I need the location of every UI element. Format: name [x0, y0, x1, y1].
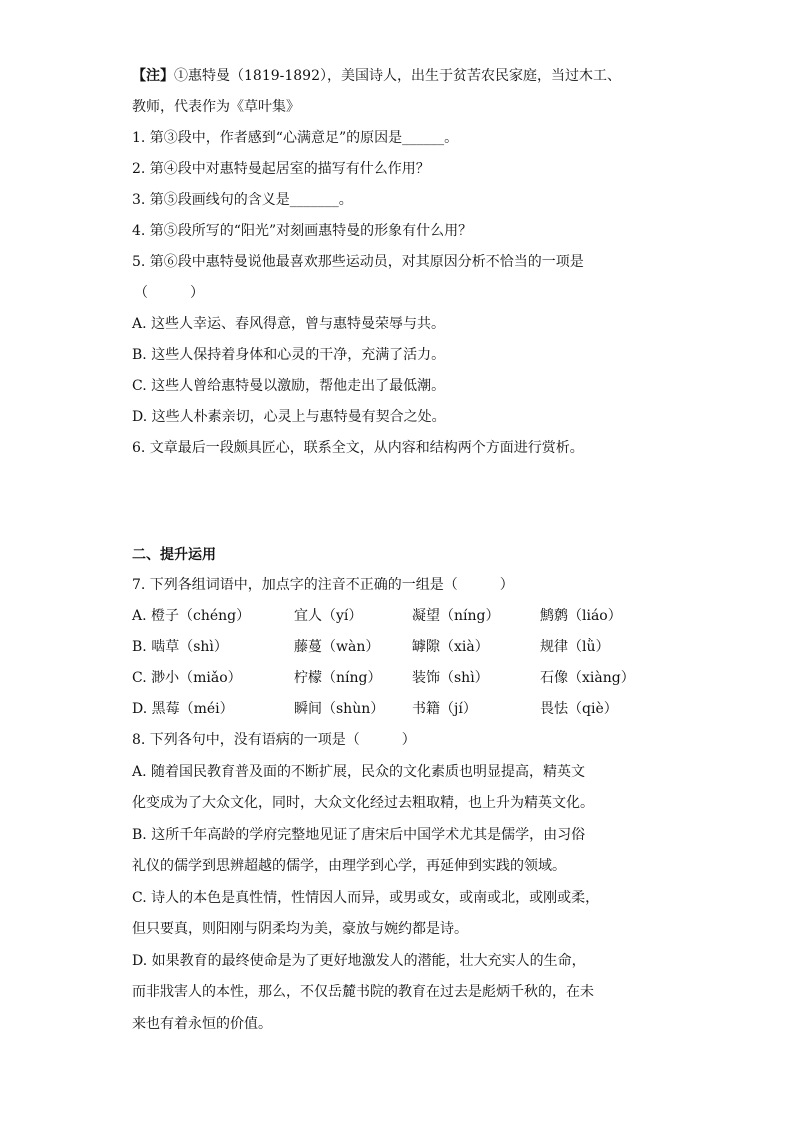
q8-line-9: 来也有着永恒的价值。 [132, 1016, 272, 1032]
question-1: 1. 第③段中，作者感到“心满意足”的原因是______。 [132, 130, 459, 146]
section-2-title: 二、提升运用 [132, 547, 216, 563]
q8-line-3: B. 这所千年高龄的学府完整地见证了唐宋后中国学术尤其是儒学，由习俗 [132, 827, 586, 843]
q7-a-4: 鹪鹩（liáo） [540, 608, 622, 624]
q8-line-6: 但只要真，则阳刚与阴柔均为美，豪放与婉约都是诗。 [132, 921, 468, 937]
question-4: 4. 第⑤段所写的“阳光”对刻画惠特曼的形象有什么用？ [132, 223, 473, 239]
note-line-2: 教师，代表作为《草叶集》 [132, 99, 300, 115]
question-8: 8. 下列各句中，没有语病的一项是（ ） [132, 732, 416, 748]
question-5: 5. 第⑥段中惠特曼说他最喜欢那些运动员，对其原因分析不恰当的一项是 [132, 254, 584, 270]
q7-b-3: 罅隙（xià） [412, 639, 489, 655]
q8-line-7: D. 如果教育的最终使命是为了更好地激发人的潜能，壮大充实人的生命， [132, 953, 586, 969]
q7-d-1: D. 黑莓（méi） [132, 701, 234, 717]
q8-line-8: 而非戕害人的本性，那么，不仅岳麓书院的教育在过去是彪炳千秋的，在未 [132, 984, 594, 1000]
q7-row-d [132, 699, 672, 719]
q7-a-1: A. 橙子（chéng） [132, 608, 251, 624]
question-5-option-c: C. 这些人曾给惠特曼以激励，帮他走出了最低潮。 [132, 378, 446, 394]
q7-b-1: B. 啮草（shì） [132, 639, 228, 655]
question-5-option-a: A. 这些人幸运、春风得意，曾与惠特曼荣辱与共。 [132, 316, 446, 332]
question-5-blank: （ ） [134, 285, 204, 301]
note-line-1 [132, 66, 621, 86]
q7-a-2: 宜人（yí） [294, 608, 363, 624]
q8-line-4: 礼仪的儒学到思辨超越的儒学，由理学到心学，再延伸到实践的领域。 [132, 858, 566, 874]
q7-c-4: 石像（xiàng） [540, 670, 635, 686]
question-7: 7. 下列各组词语中，加点字的注音不正确的一组是（ ） [132, 577, 514, 593]
question-2: 2. 第④段中对惠特曼起居室的描写有什么作用？ [132, 161, 430, 177]
q7-c-3: 装饰（shì） [412, 670, 489, 686]
q7-c-2: 柠檬（níng） [294, 670, 382, 686]
q7-d-2: 瞬间（shùn） [294, 701, 385, 717]
q7-b-2: 藤蔓（wàn） [294, 639, 380, 655]
question-6: 6. 文章最后一段颇具匠心，联系全文，从内容和结构两个方面进行赏析。 [132, 440, 584, 456]
q7-row-b [132, 637, 672, 657]
question-5-option-b: B. 这些人保持着身体和心灵的干净，充满了活力。 [132, 347, 446, 363]
q7-c-1: C. 渺小（miǎo） [132, 670, 242, 686]
q7-d-4: 畏怯（qiè） [540, 701, 618, 717]
note-label: 【注】 [132, 68, 174, 84]
q8-line-5: C. 诗人的本色是真性情，性情因人而异，或男或女，或南或北，或刚或柔， [132, 890, 600, 906]
q8-line-2: 化变成为了大众文化，同时，大众文化经过去粗取精，也上升为精英文化。 [132, 795, 594, 811]
q7-b-4: 规律（lǜ） [540, 639, 610, 655]
q7-row-a [132, 606, 672, 626]
q7-a-3: 凝望（níng） [412, 608, 500, 624]
note-text-1: ①惠特曼（1819-1892），美国诗人，出生于贫苦农民家庭，当过木工、 [174, 68, 621, 84]
q8-line-1: A. 随着国民教育普及面的不断扩展，民众的文化素质也明显提高，精英文 [132, 764, 586, 780]
q7-row-c [132, 668, 672, 688]
question-5-option-d: D. 这些人朴素亲切，心灵上与惠特曼有契合之处。 [132, 409, 446, 425]
q7-d-3: 书籍（jí） [412, 701, 477, 717]
question-3: 3. 第⑤段画线句的含义是_______。 [132, 192, 353, 208]
